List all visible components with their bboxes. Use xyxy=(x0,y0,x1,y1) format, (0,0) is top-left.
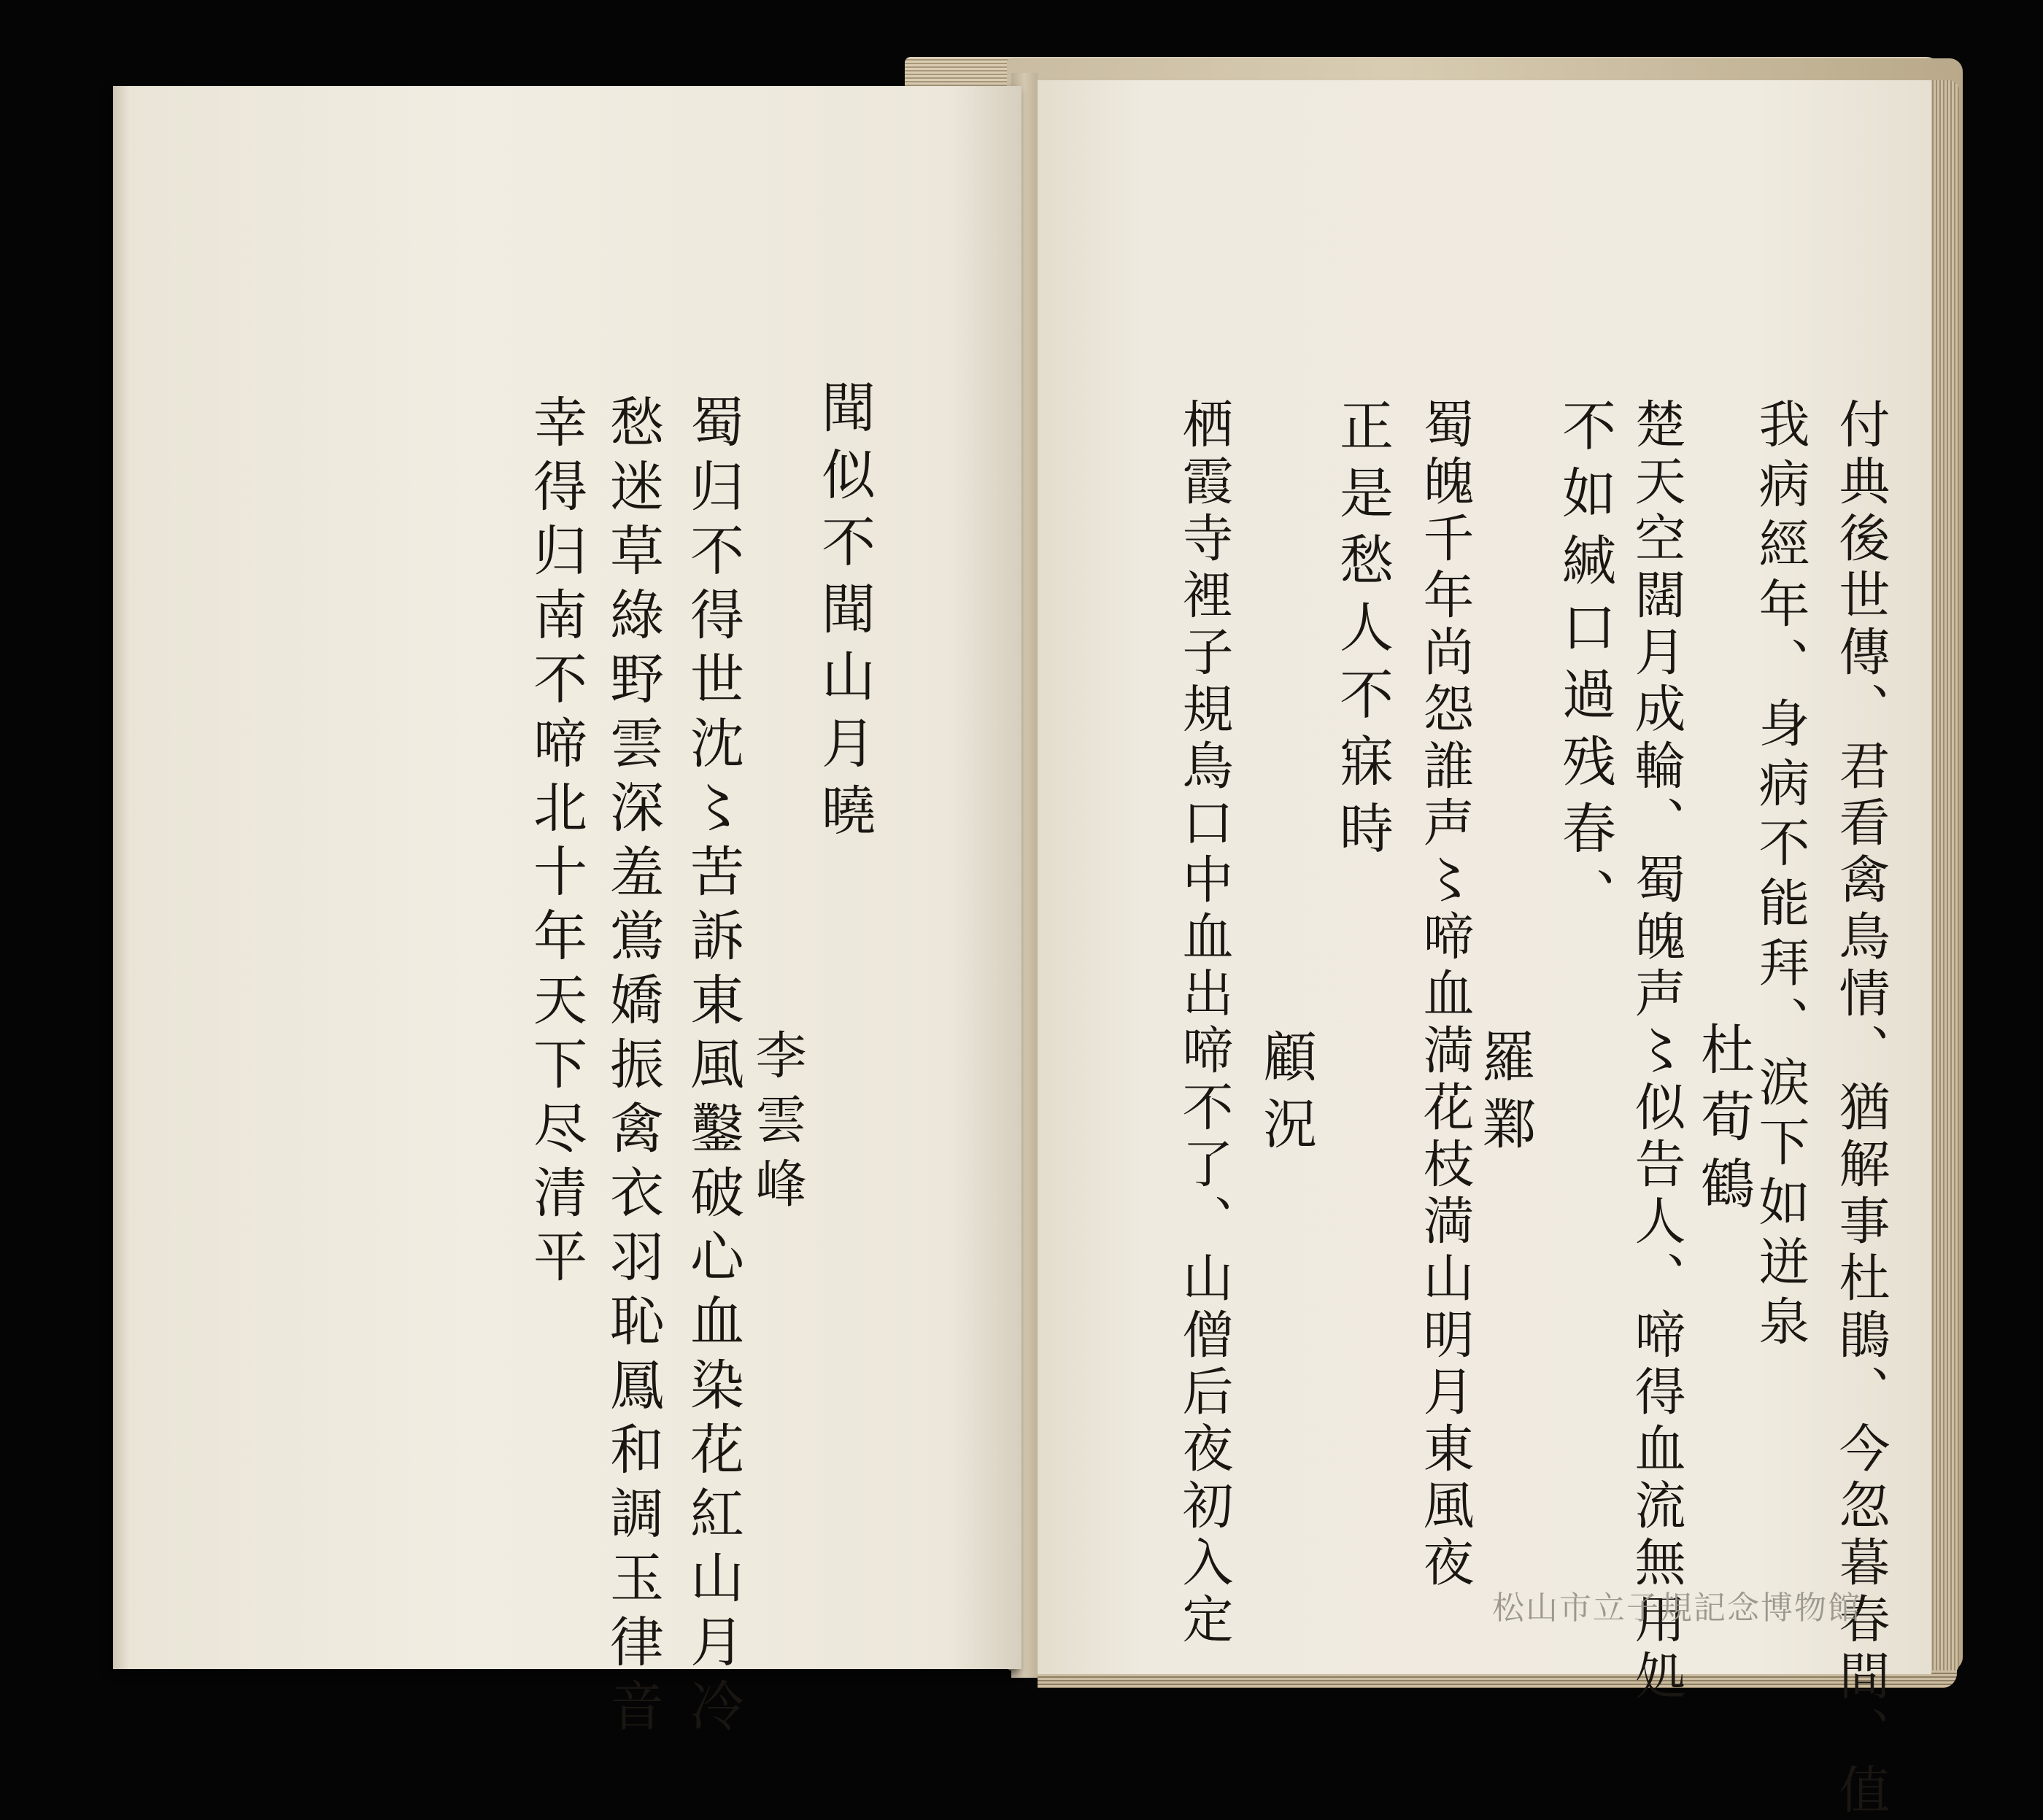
text-line: 蜀魄千年尚怨誰声〻啼血満花枝満山明月東風夜 xyxy=(1415,398,1475,1592)
text-line: 幸得归南不啼北十年天下尽清平 xyxy=(525,394,587,1293)
text-line: 栖霞寺裡子規鳥口中血出啼不了、山僧后夜初入定 xyxy=(1174,398,1234,1649)
text-line: 不如緘口過残春、 xyxy=(1553,398,1616,934)
text-line: 我病經年、身病不能拜、涙下如迸泉 xyxy=(1750,398,1810,1355)
page-edges xyxy=(1930,80,1959,1674)
museum-watermark: 松山市立子規記念博物館 xyxy=(1492,1589,1861,1627)
author-name: 羅鄴 xyxy=(1473,1029,1536,1163)
author-name: 顧況 xyxy=(1254,1029,1317,1163)
text-line: 付典後世傳、君看禽鳥情、猶解事杜鵑、今忽暮春間、值 xyxy=(1831,398,1891,1820)
text-line: 楚天空闊月成輪、蜀魄声〻似告人、啼得血流無用処 xyxy=(1626,398,1686,1706)
poem-title: 聞似不聞山月曉 xyxy=(813,379,876,849)
author-name: 杜荀鶴 xyxy=(1692,1021,1755,1223)
text-line: 愁迷草綠野雲深羞鴬嬌振禽衣羽恥鳳和調玉律音 xyxy=(601,394,664,1742)
text-line: 蜀归不得世沈〻苦訴東風鑿破心血染花紅山月冷 xyxy=(681,394,744,1742)
text-line: 正是愁人不寐時 xyxy=(1331,398,1394,867)
left-page-edge xyxy=(113,86,131,1669)
author-name: 李雲峰 xyxy=(747,1029,807,1221)
